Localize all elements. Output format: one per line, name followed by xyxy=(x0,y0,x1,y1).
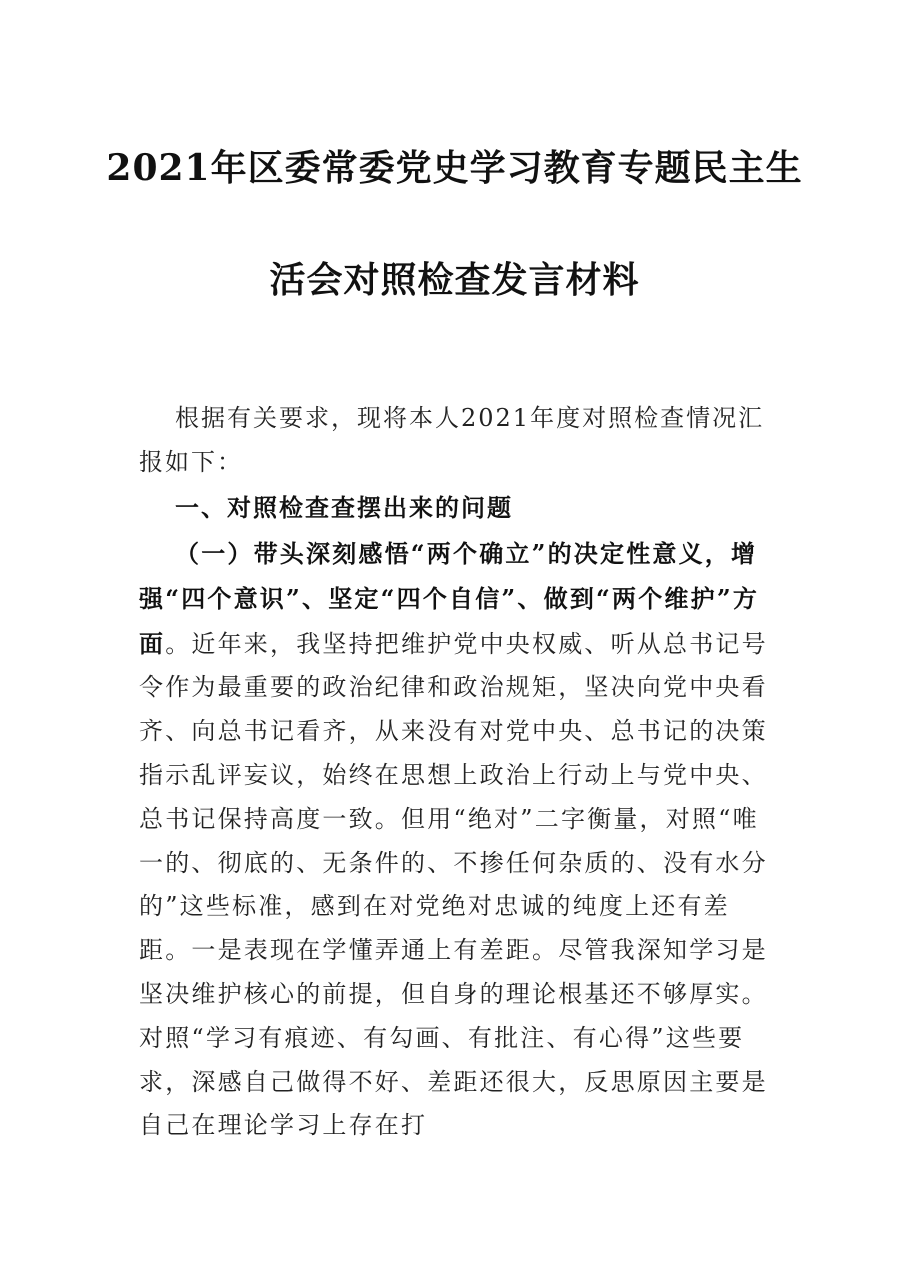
section-heading: 一、对照检查查摆出来的问题 xyxy=(175,493,513,522)
document-title-line-2: 活会对照检查发言材料 xyxy=(269,259,640,301)
intro-paragraph: 根据有关要求，现将本人2021年度对照检查情况汇报如下： xyxy=(139,404,765,476)
document-title-line-1: 2021年区委常委党史学习教育专题民主生 xyxy=(106,147,803,189)
subsection-body: 。近年来，我坚持把维护党中央权威、听从总书记号令作为最重要的政治纪律和政治规矩，坚决向党中央看齐、向总书记看齐，从来没有对党中央、总书记的决策指示乱评妄议，始终在思想上政治上行动上与党中央、总书记保持高度一致。但用“绝对”二字衡量，对照“唯一的、彻底的、无条件的、不掺任何杂质的、没有水分的”这些标准，感到在对党绝对忠诚的纯度上还有差距。一是表现在学懂弄通上有差距。尽管我深知学习是坚决维护核心的前提，但自身的理论根基还不够厚实。对照“学习有痕迹、有勾画、有批注、有心得”这些要求，深感自己做得不好、差距还很大，反思原因主要是自己在理论学习上存在打 xyxy=(139,629,768,1140)
subsection-heading: （一）带头深刻感悟“两个确立”的决定性意义，增强“四个意识”、坚定“四个自信”、做到“两个维护”方面 xyxy=(139,539,760,658)
subsection-paragraph xyxy=(139,532,771,1148)
